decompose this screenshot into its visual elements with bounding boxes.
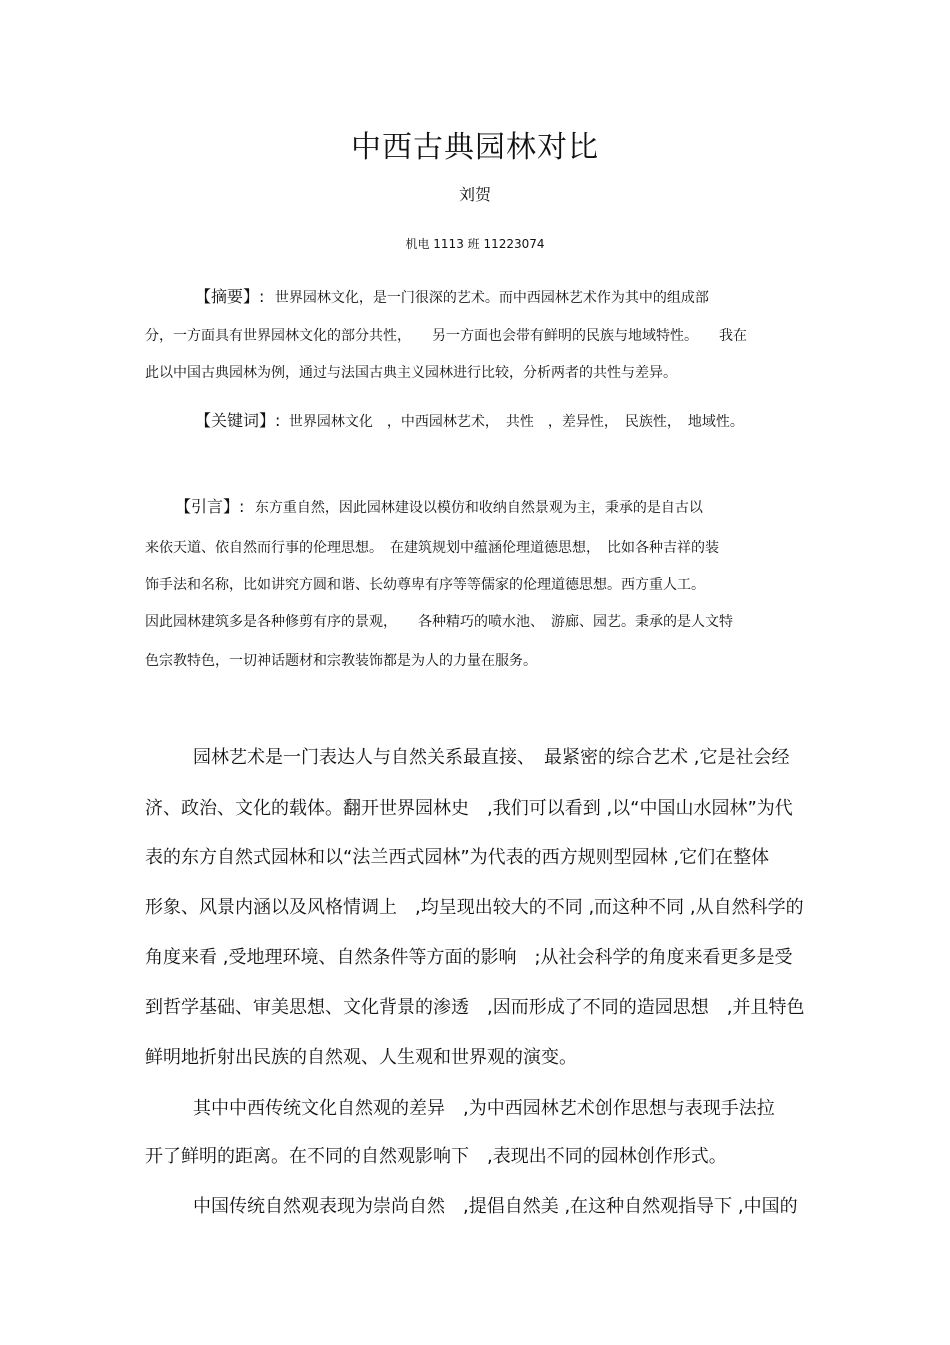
keywords-label: 【关键词】: bbox=[195, 411, 281, 430]
intro-line: 来依天道、依自然而行事的伦理思想。 在建筑规划中蕴涵伦理道德思想， 比如各种吉祥的装 bbox=[145, 540, 719, 556]
body-line: 开了鲜明的距离。在不同的自然观影响下 ,表现出不同的园林创作形式。 bbox=[145, 1146, 727, 1167]
keywords-text: 世界园林文化 ，中西园林艺术， 共性 ，差异性， 民族性， 地域性。 bbox=[288, 414, 744, 430]
paper-affiliation: 机电 1113 班 11223074 bbox=[405, 237, 545, 251]
body-line: 中国传统自然观表现为崇尚自然 ,提倡自然美 ,在这种自然观指导下 ,中国的 bbox=[193, 1196, 798, 1217]
paper-author: 刘贺 bbox=[458, 185, 491, 204]
body-line: 园林艺术是一门表达人与自然关系最直接、 最紧密的综合艺术 ,它是社会经 bbox=[193, 747, 790, 768]
intro-text: 东方重自然，因此园林建设以模仿和收纳自然景观为主，秉承的是自古以 bbox=[254, 500, 703, 516]
abstract-line: 分，一方面具有世界园林文化的部分共性， 另一方面也会带有鲜明的民族与地域特性。 我在 bbox=[145, 328, 747, 344]
paper-title: 中西古典园林对比 bbox=[351, 130, 599, 165]
body-line: 形象、风景内涵以及风格情调上 ,均呈现出较大的不同 ,而这种不同 ,从自然科学的 bbox=[145, 897, 804, 918]
body-line: 济、政治、文化的载体。翻开世界园林史 ,我们可以看到 ,以“中国山水园林”为代 bbox=[145, 798, 793, 819]
abstract-label: 【摘要】: bbox=[195, 287, 265, 306]
intro-line bbox=[175, 494, 703, 517]
intro-line: 色宗教特色，一切神话题材和宗教装饰都是为人的力量在服务。 bbox=[145, 653, 537, 669]
body-line: 角度来看 ,受地理环境、自然条件等方面的影响 ;从社会科学的角度来看更多是受 bbox=[145, 947, 793, 968]
body-line: 到哲学基础、审美思想、文化背景的渗透 ,因而形成了不同的造园思想 ,并且特色 bbox=[145, 997, 805, 1018]
intro-line: 饰手法和名称，比如讲究方圆和谐、长幼尊卑有序等等儒家的伦理道德思想。西方重人工。 bbox=[145, 577, 705, 593]
body-line: 其中中西传统文化自然观的差异 ,为中西园林艺术创作思想与表现手法拉 bbox=[193, 1098, 775, 1119]
intro-line: 因此园林建筑多是各种修剪有序的景观， 各种精巧的喷水池、 游廊、园艺。秉承的是人文特 bbox=[145, 614, 733, 630]
keywords-line bbox=[195, 408, 744, 431]
intro-label: 【引言】: bbox=[175, 497, 245, 516]
abstract-line: 此以中国古典园林为例，通过与法国古典主义园林进行比较，分析两者的共性与差异。 bbox=[145, 365, 677, 381]
body-line: 鲜明地折射出民族的自然观、人生观和世界观的演变。 bbox=[145, 1047, 577, 1068]
abstract-line bbox=[195, 284, 709, 307]
body-line: 表的东方自然式园林和以“法兰西式园林”为代表的西方规则型园林 ,它们在整体 bbox=[145, 847, 770, 868]
abstract-text: 世界园林文化，是一门很深的艺术。而中西园林艺术作为其中的组成部 bbox=[274, 290, 709, 306]
